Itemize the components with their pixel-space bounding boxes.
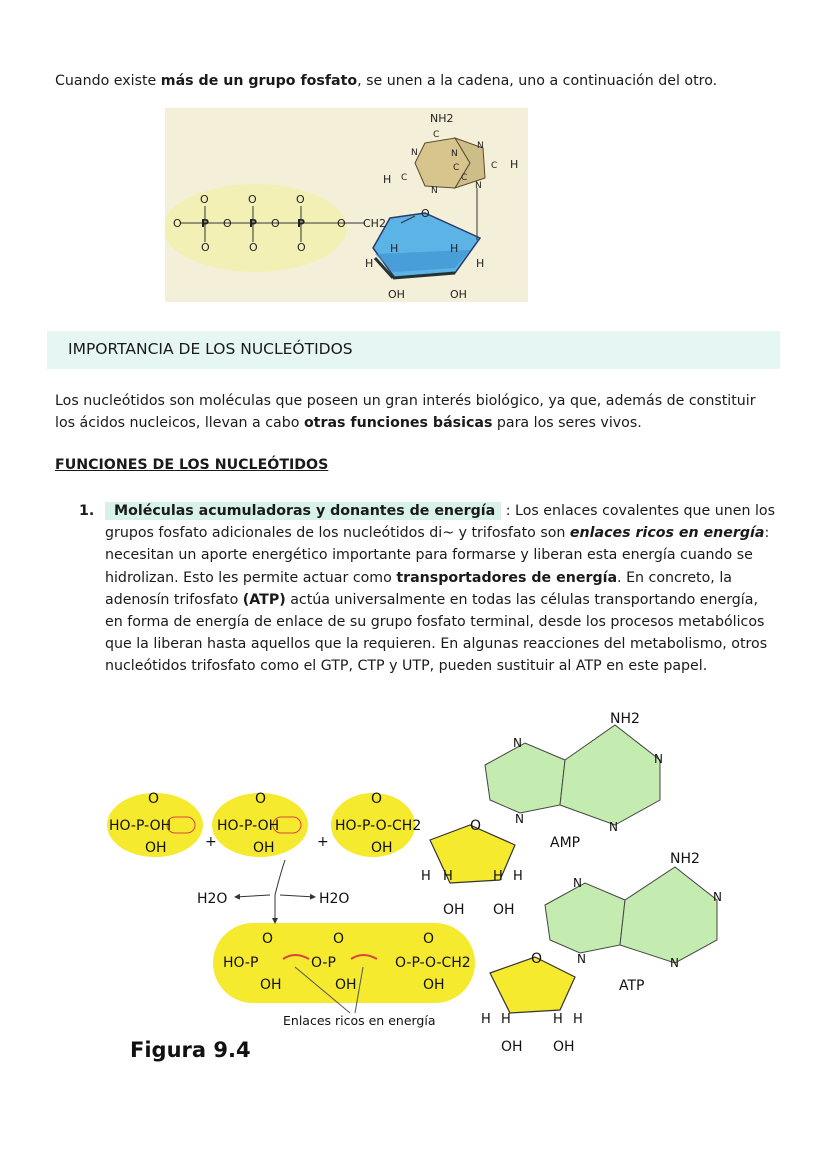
body-text: Los nucleótidos son moléculas que poseen un gran interés biológico, ya que, además de constituir los ácidos nucleicos, llevan a cabo: [55, 393, 756, 431]
purine-h: H: [383, 173, 392, 186]
purine-n: N: [411, 148, 418, 158]
body-paragraph: [55, 390, 770, 434]
ribose-oh: OH: [450, 288, 467, 301]
base-n: N: [573, 876, 582, 890]
ribose-h: H: [421, 869, 431, 884]
atp-chain: O-P-O-CH2: [395, 955, 471, 971]
item-text-part: : necesitan un aporte energético importante para formarse y liberan esta energía cuando se hidrolizan. Esto les permite actuar como: [105, 525, 770, 586]
chain-o: O: [223, 217, 232, 230]
atp-base-5: [545, 883, 625, 953]
ribose-o: O: [421, 207, 430, 220]
atp-o-top: O: [333, 931, 345, 947]
chain-o: O: [337, 217, 346, 230]
purine-c: C: [461, 173, 468, 183]
item-text-part: : Los enlaces covalentes que unen los grupos fosfato adicionales de los nucleótidos di~ y trifosfato son: [105, 503, 775, 542]
atp-base-6: [620, 867, 717, 963]
ribose-h: H: [493, 869, 503, 884]
atp-oh: OH: [335, 977, 357, 993]
purine-c: C: [401, 173, 408, 183]
intro-paragraph: [55, 70, 770, 92]
enlaces-label: Enlaces ricos en energía: [283, 1013, 436, 1028]
ribose-h: H: [501, 1012, 511, 1027]
water-label: H2O: [197, 891, 228, 907]
amp-base-6: [560, 725, 660, 825]
figure-caption: Figura 9.4: [130, 1038, 251, 1062]
base-n: N: [654, 752, 663, 766]
phosphate-o-bottom: O: [297, 241, 306, 254]
item-highlight: Moléculas acumuladoras y donantes de energía: [105, 502, 501, 520]
base-n: N: [577, 952, 586, 966]
item-text-part: . En concreto, la adenosín trifosfato: [105, 569, 732, 608]
ribose-h: H: [513, 869, 523, 884]
phosphate-o-top: O: [248, 193, 257, 206]
ribose-oh: OH: [443, 902, 465, 918]
purine-c: C: [453, 163, 460, 173]
nh2-label: NH2: [610, 711, 640, 727]
ribose-o: O: [470, 818, 482, 834]
atp-o-top: O: [262, 931, 274, 947]
ribose-h: H: [553, 1012, 563, 1027]
base-n: N: [670, 956, 679, 970]
base-n: N: [513, 736, 522, 750]
amine-nh2: NH2: [430, 112, 454, 125]
phosphate-group: HO-P-O-CH2: [335, 818, 422, 834]
ribose-h: H: [365, 257, 374, 270]
atp-structure-figure: [165, 108, 528, 302]
atp-chain: HO-P: [223, 955, 259, 971]
intro-bold: más de un grupo fosfato: [160, 73, 358, 89]
amp-label: AMP: [550, 835, 581, 851]
purine-n: N: [477, 141, 484, 151]
ribose-oh: OH: [388, 288, 405, 301]
chain-o: O: [271, 217, 280, 230]
item-number: 1.: [79, 503, 95, 519]
chain-o: O: [173, 217, 182, 230]
ribose-oh: OH: [553, 1039, 575, 1055]
ribose-h: H: [481, 1012, 491, 1027]
ribose-oh: OH: [501, 1039, 523, 1055]
phosphate-o-top: O: [200, 193, 209, 206]
atp-oh: OH: [423, 977, 445, 993]
purine-c: C: [433, 130, 440, 140]
atp-formation-figure: [105, 705, 725, 1065]
atp-chain: O-P: [311, 955, 336, 971]
purine-n: N: [431, 186, 438, 196]
water-label: H2O: [319, 891, 350, 907]
body-bold: otras funciones básicas: [303, 415, 493, 431]
water-arrow-right: [280, 895, 315, 897]
atp-structure-svg: [165, 108, 528, 302]
o-top: O: [371, 791, 383, 807]
ribose-h: H: [443, 869, 453, 884]
purine-c: C: [491, 161, 498, 171]
ch2-label: CH2: [363, 217, 386, 230]
nh2-label: NH2: [670, 851, 700, 867]
item-bold-italic: enlaces ricos en energía: [569, 525, 765, 542]
atp-o-top: O: [423, 931, 435, 947]
base-n: N: [609, 820, 618, 834]
plus-sign: +: [205, 834, 217, 850]
item-bold: transportadores de energía: [396, 569, 618, 586]
reaction-arrow: [275, 860, 285, 895]
atp-label: ATP: [619, 978, 645, 994]
ribose-h: H: [476, 257, 485, 270]
base-n: N: [713, 890, 722, 904]
o-top: O: [255, 791, 267, 807]
base-n: N: [515, 812, 524, 826]
plus-sign: +: [317, 834, 329, 850]
ribose-o: O: [531, 951, 543, 967]
oh-sub: OH: [371, 840, 393, 856]
intro-text: Cuando existe: [55, 73, 161, 89]
phosphate-o-bottom: O: [201, 241, 210, 254]
ribose-h: H: [450, 242, 459, 255]
amp-base-5: [485, 743, 565, 813]
phosphate-p: P: [297, 217, 306, 230]
purine-n: N: [451, 149, 458, 159]
atp-oh: OH: [260, 977, 282, 993]
body-text-end: para los seres vivos.: [492, 415, 642, 431]
intro-text-end: , se unen a la cadena, uno a continuación del otro.: [357, 73, 718, 89]
item-text: [105, 500, 775, 678]
phosphate-p: P: [249, 217, 258, 230]
oh-sub: OH: [145, 840, 167, 856]
phosphate-group: HO-P-OH: [217, 818, 280, 834]
phosphate-o-top: O: [296, 193, 305, 206]
water-arrow-left: [235, 895, 270, 897]
purine-n: N: [475, 181, 482, 191]
item-bold: (ATP): [242, 591, 286, 608]
ribose-oh: OH: [493, 902, 515, 918]
atp-formation-svg: [105, 705, 725, 1065]
o-top: O: [148, 791, 160, 807]
ribose-h: H: [573, 1012, 583, 1027]
section-banner: [47, 331, 780, 369]
phosphate-group: HO-P-OH: [109, 818, 172, 834]
phosphate-p: P: [201, 217, 210, 230]
phosphate-o-bottom: O: [249, 241, 258, 254]
purine-h: H: [510, 158, 519, 171]
item-text-part: actúa universalmente en todas las células transportando energía, en forma de energía de enlace de su grupo fosfato terminal, desde los procesos metabólicos que la liberan hasta aquellos que la requieren. En algunas reacciones del metabolismo, otros nucleótidos trifosfato como el GTP, CTP y UTP, pueden sustituir al ATP en este papel.: [105, 591, 768, 675]
oh-sub: OH: [253, 840, 275, 856]
ribose-h: H: [390, 242, 399, 255]
functions-heading: FUNCIONES DE LOS NUCLEÓTIDOS: [55, 457, 329, 473]
section-title: IMPORTANCIA DE LOS NUCLEÓTIDOS: [68, 340, 353, 358]
